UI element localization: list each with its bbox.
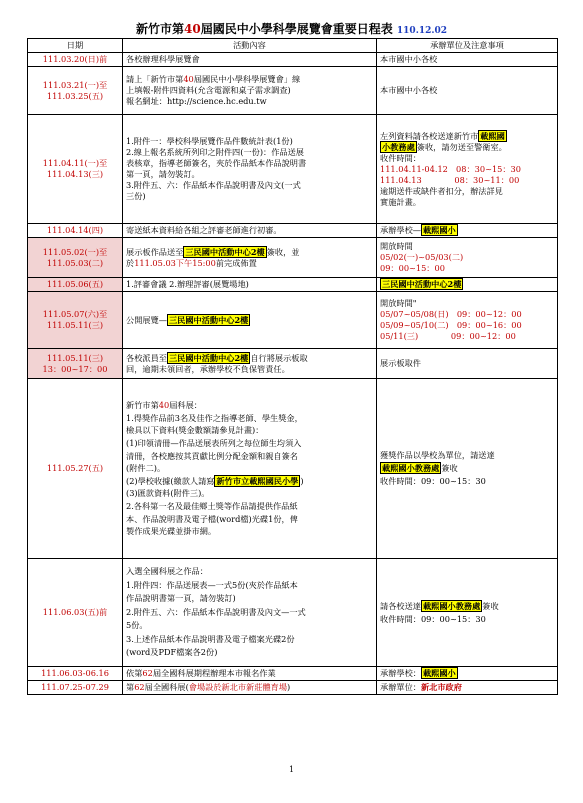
table-row: 111.05.02(一)至 111.05.03(二) 展示板作品送至 三民國中活動中心2樓 簽收，並 於111.05.03下午15:00前完成佈置 開放時間 05/02(一)~05/03(二) 09：00~15：00: [28, 238, 558, 278]
table-row: 111.06.03(五)前 入選全國科展之作品： 1.附件四：作品送展表—一式5份(夾於作品紙本 作品說明書第一頁，請勿裝訂) 2.附件五、六：作品紙本作品說明書及內文—一式 5份。 3.上述作品紙本作品說明書及電子檔案光碟2份 (word及PDF檔案各2份) 請各校送達 載熙國小教務處 簽收 收件時間：09：00~15：30: [28, 559, 558, 667]
table-row: 111.03.20(日)前 各校辦理科學展覽會 本市國中小各校: [28, 53, 558, 67]
header-unit: 承辦單位及注意事項: [377, 39, 558, 53]
header-content: 活動內容: [123, 39, 377, 53]
table-row: 111.05.06(五) 1.評審會議 2.辦理評審(展覽場地) 三民國中活動中心2樓: [28, 278, 558, 292]
table-row: 111.04.14(四) 寄送紙本資料給各組之評審老師進行初審。 承辦學校— 載熙國小: [28, 224, 558, 238]
table-row: 111.06.03-06.16 依第62屆全國科展期程辦理本市報名作業 承辦學校： 載熙國小: [28, 667, 558, 681]
schedule-table: [27, 38, 558, 695]
page-number: 1: [288, 765, 295, 774]
table-row: 111.05.27(五) 新竹市第40屆科展： 1.得獎作品前3名及佳作之指導老師、學生獎金， 檢具以下資料(獎金數額請參見計畫)： (1)印領清冊—作品送展表所列之每位師生均須入 清冊，各校應按其貢獻比例分配金額和親自簽名 (附件二)。 (2)學校收據(繳款人請寫 新竹市立載熙國民小學 ) (3)匯款資料(附件三)。 2.各科第一名及最佳鄉土獎等作品請提供作品紙 本、作品說明書及電子檔(word檔)光碟1份，俾 製作成果光碟並掛市網。 獲獎作品以學校為單位，請送達 載熙國小教務處 簽收 收件時間：09：00~15：30: [28, 379, 558, 559]
table-row: 111.07.25-07.29 第62屆全國科展(會場設於新北市新莊體育場) 承辦單位：新北市政府: [28, 681, 558, 695]
table-row: 111.05.07(六)至 111.05.11(三) 公開展覽— 三民國中活動中心2樓 開放時間" 05/07~05/08(日) 09：00~12：00 05/09~05/10(二) 09：00~16：00 05/11(三) 09：00~12：00: [28, 292, 558, 349]
table-row: 111.04.11(一)至 111.04.13(三) 1.附件一：學校科學展覽作品件數統計表(1份) 2.線上報名系統所列印之附件四(一份)：作品送展 表核章，指導老師簽名，夾於作品紙本作品說明書 第一頁，請勿裝訂。 3.附件五、六：作品紙本作品說明書及內文(一式 三份) 左列資料請各校送達新竹市 載熙國 小教務處 簽收，請勿送至警衛室。 收件時間： 111.04.11-04.12 08：30~15：30 111.04.13 08：30~11：00 逾期送件或缺件者扣分，辦法詳見 實施計畫。: [28, 115, 558, 224]
table-header-row: [28, 39, 558, 53]
table-row: 111.05.11(三) 13：00~17：00 各校派員至 三民國中活動中心2樓 自行將展示板取 回，逾期未領回者，承辦學校不負保管責任。 展示板取件: [28, 349, 558, 379]
table-row: 111.03.21(一)至 111.03.25(五) 請上「新竹市第40屆國民中小學科學展覽會」線 上填報-附件四資料(允含電源和桌子需求調查) 報名網址：http://science.hc.edu.tw 本市國中小各校: [28, 67, 558, 115]
page-title: 新竹市第40屆國民中小學科學展覽會重要日程表 110.12.02: [135, 22, 448, 36]
header-date: 日期: [28, 39, 123, 53]
